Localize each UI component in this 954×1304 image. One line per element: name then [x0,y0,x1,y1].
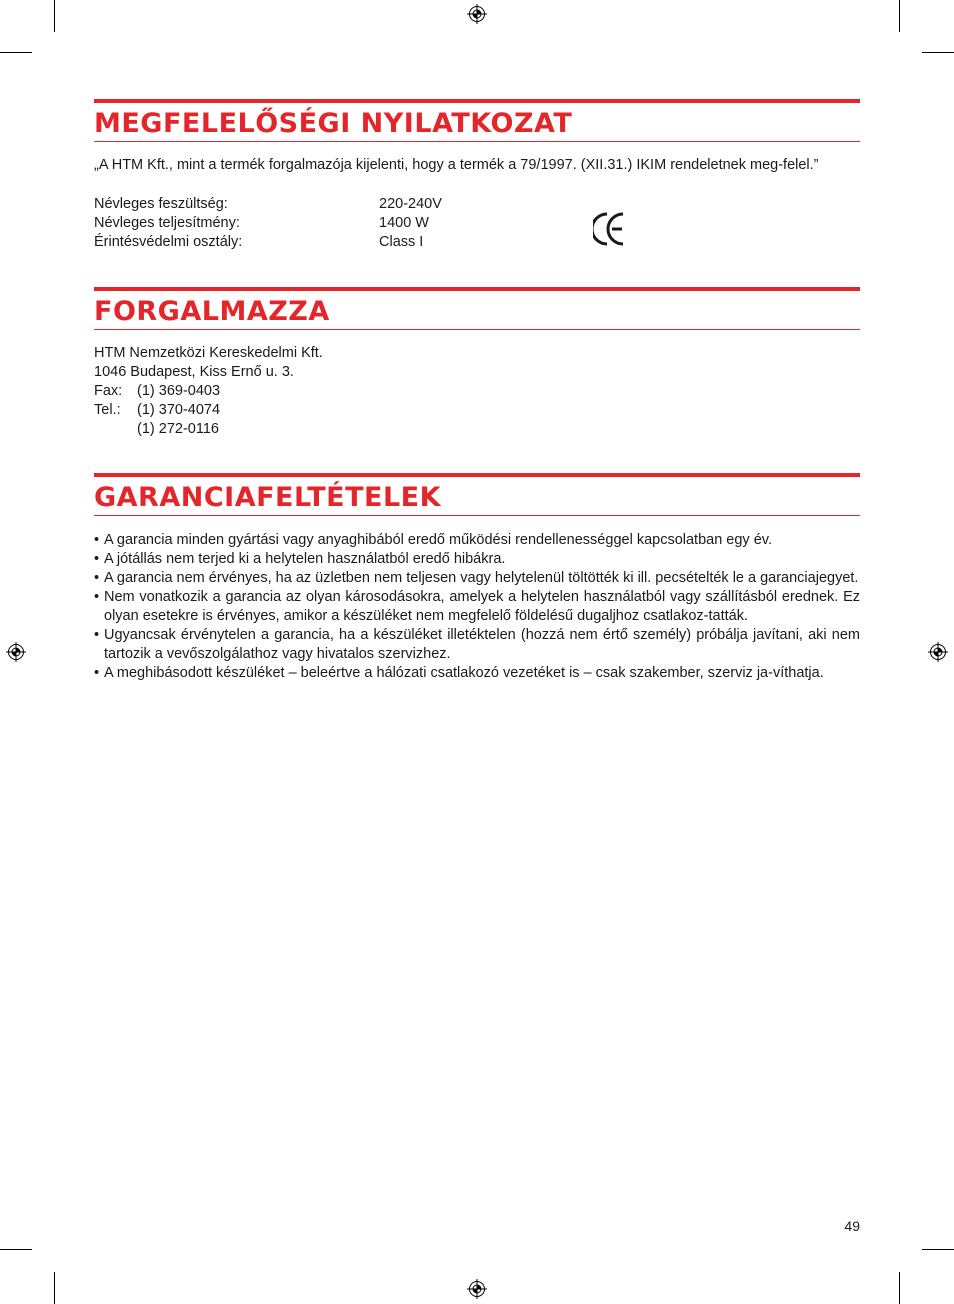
list-item [94,550,860,569]
page-number: 49 [844,1218,860,1234]
distributor-section-header [94,287,860,330]
crop-mark [0,1249,32,1250]
crop-mark [899,0,900,32]
list-item-text: Ugyancsak érvénytelen a garancia, ha a készüléket illetéktelen (hozzá nem értő személy) próbálja javítani, aki nem tartozik a vevőszolgálathoz vagy hivatalos szervizhez. [104,627,860,662]
warranty-terms-list [94,531,860,683]
list-item-text: A meghibásodott készüléket – beleértve a hálózati csatlakozó vezetéket is – csak szakember, szerviz ja-víthatja. [104,665,824,681]
bullet-icon: • [94,570,100,586]
crop-mark [922,1249,954,1250]
section-title: FORGALMAZZA [94,296,330,327]
list-item-text: A garancia nem érvényes, ha az üzletben nem teljesen vagy helytelenül töltötték ki ill. pecsételték le a garanciajegyet. [104,570,859,586]
list-item-text: A jótállás nem terjed ki a helytelen használatból eredő hibákra. [104,551,506,567]
list-item-text: A garancia minden gyártási vagy anyaghibából eredő működési rendellenességgel kapcsolatban egy év. [104,532,772,548]
spec-row [94,214,429,233]
list-item [94,569,860,588]
registration-mark-icon [6,642,26,662]
section-underline [94,329,860,330]
company-name: HTM Nemzetközi Kereskedelmi Kft. [94,345,323,361]
bullet-icon: • [94,532,100,548]
registration-mark-icon [467,4,487,24]
list-item [94,626,860,664]
spec-value: 220-240V [379,196,442,212]
registration-mark-icon [467,1279,487,1299]
distributor-address-block [94,344,323,439]
fax-row [94,382,323,401]
bullet-icon: • [94,665,100,681]
spec-value: Class I [379,234,424,250]
list-item-text: Nem vonatkozik a garancia az olyan károsodásokra, amelyek a helytelen használatból vagy szállításból erednek. Ez olyan esetekre is érvényes, amikor a készüléket nem megfelelő földelésű dugaljhoz csatlakoz-tatták. [104,589,860,624]
tel-number: (1) 370-4074 [137,402,221,418]
spec-value: 1400 W [379,215,429,231]
crop-mark [0,52,32,53]
crop-mark [54,0,55,32]
tel-label: Tel.: [94,402,121,418]
section-underline [94,515,860,516]
list-item [94,664,860,683]
list-item [94,531,860,550]
bullet-icon: • [94,589,100,605]
section-top-bar [94,473,860,477]
section-title: MEGFELELŐSÉGI NYILATKOZAT [94,108,573,139]
crop-mark [899,1272,900,1304]
crop-mark [922,52,954,53]
tel-row [94,420,323,439]
ce-mark-icon [593,211,625,252]
spec-label: Névleges teljesítmény: [94,215,240,231]
spec-row [94,233,424,252]
street-address: 1046 Budapest, Kiss Ernő u. 3. [94,364,294,380]
fax-label: Fax: [94,383,123,399]
warranty-section-header [94,473,860,516]
crop-mark [54,1272,55,1304]
spec-label: Névleges feszültség: [94,196,228,212]
section-underline [94,141,860,142]
section-top-bar [94,287,860,291]
declaration-statement: „A HTM Kft., mint a termék forgalmazója kijelenti, hogy a termék a 79/1997. (XII.31.) IKIM rendeletnek meg-felel.” [94,157,819,173]
spec-label: Érintésvédelmi osztály: [94,234,243,250]
registration-mark-icon [928,642,948,662]
tel-number: (1) 272-0116 [137,421,219,437]
list-item [94,588,860,626]
declaration-section-header [94,99,860,142]
bullet-icon: • [94,551,100,567]
bullet-icon: • [94,627,100,643]
tel-row [94,401,323,420]
section-top-bar [94,99,860,103]
fax-number: (1) 369-0403 [137,383,221,399]
section-title: GARANCIAFELTÉTELEK [94,482,442,513]
spec-row [94,195,442,214]
